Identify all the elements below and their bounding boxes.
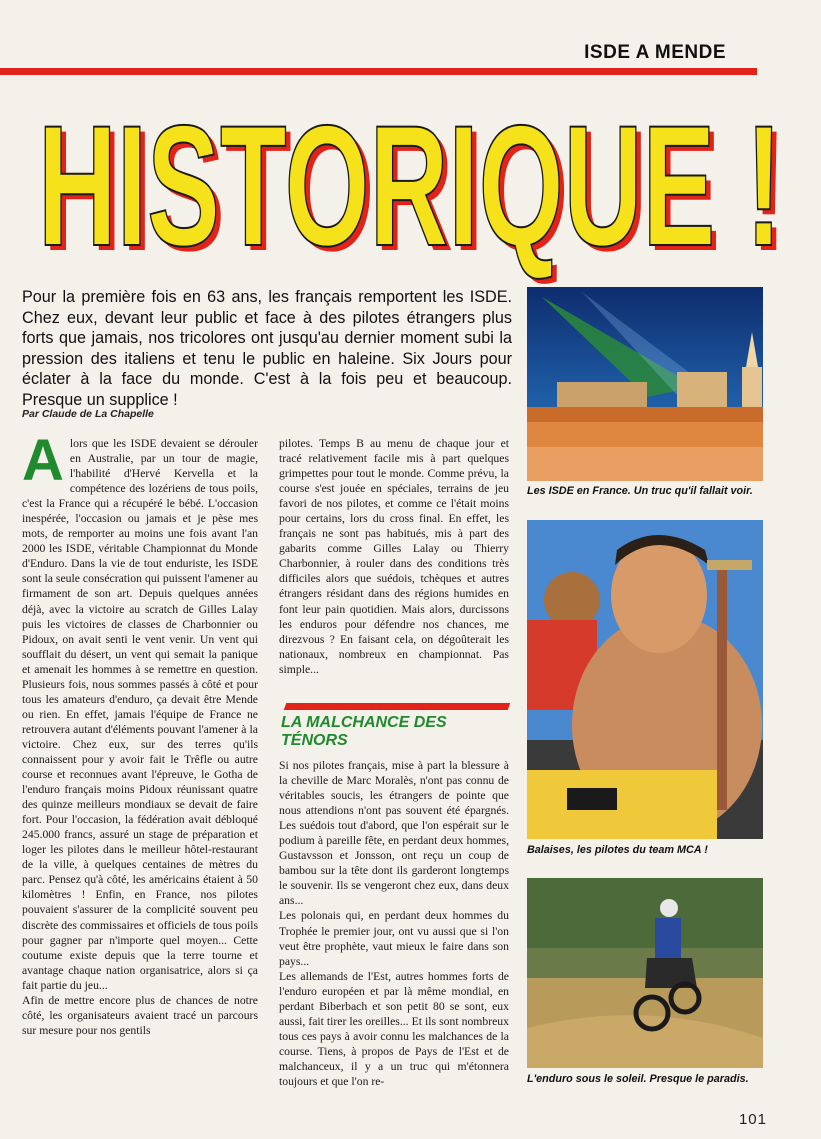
photo-enduro-rider bbox=[527, 878, 763, 1068]
section-title: ISDE A MENDE bbox=[584, 42, 726, 63]
paragraph bbox=[22, 428, 258, 993]
paragraph: Afin de mettre encore plus de chances de notre côté, les organisateurs avaient tracé un parcours sur mesure pour nos gentils bbox=[22, 993, 258, 1037]
subheading-bar bbox=[284, 703, 511, 710]
subheading-line-2: TÉNORS bbox=[281, 732, 348, 749]
photo-night-crowd bbox=[527, 287, 763, 481]
headline-text: HISTORIQUE ! bbox=[38, 95, 782, 282]
photo-rider-tap bbox=[527, 520, 763, 839]
subheading bbox=[279, 703, 511, 750]
paragraph: Les allemands de l'Est, autres hommes forts de l'enduro européen et par là même mondial, en perdant Biberbach et son petit 80 se sont, eux aussi, fait tirer les oreilles... Et ils sont nombreux tous ces pays à avoir connu les malchances de la course. Tiens, à propos de Pays de l'Est et de malchanceux, il y a un truc qui m'étonnera toujours et que l'on re- bbox=[279, 969, 509, 1088]
headline-shadow: HISTORIQUE ! bbox=[43, 95, 787, 285]
paragraph: Les polonais qui, en perdant deux hommes du Trophée le premier jour, ont vu aussi que si l'on veut être prophète, vaut mieux le faire dans son pays... bbox=[279, 909, 509, 968]
headline bbox=[0, 95, 821, 285]
paragraph: Si nos pilotes français, mise à part la blessure à la cheville de Marc Moralès, n'ont pas connu de véritables soucis, les étrangers de pointe que nous attendions n'ont pas souvent été épargnés. Les suédois tout d'abord, que l'on espérait sur le podium à pareille fête, en perdant deux hommes, Gustavsson et Jonsson, ont reçu un coup de bambou sur la tête dont ils garderont longtemps le souvenir. Ils se vengeront chez eux, dans deux ans... bbox=[279, 759, 509, 908]
column-2 bbox=[279, 436, 509, 677]
subheading-line-1: LA MALCHANCE DES bbox=[281, 714, 447, 731]
column-1 bbox=[22, 428, 258, 1038]
header-rule bbox=[0, 68, 757, 75]
caption-3: L'enduro sous le soleil. Presque le paradis. bbox=[527, 1073, 749, 1085]
page-number: 101 bbox=[738, 1111, 767, 1128]
caption-1: Les ISDE en France. Un truc qu'il fallait voir. bbox=[527, 485, 753, 497]
caption-2: Balaises, les pilotes du team MCA ! bbox=[527, 844, 708, 856]
paragraph-text: lors que les ISDE devaient se dérouler en Australie, par un tour de magie, l'habilité d'Hervé Kervella et la compétence des lozériens de tous poils, c'est la France qui a récupéré le bébé. L'occasion inespérée, l'occasion ou jamais et je pèse mes mots, de remporter au moins une fois avant l'an 2000 les ISDE, véritable Championnat du Monde d'Enduro. Dans la vie de tout enduriste, les ISDE sont la seule consécration qui puissent l'amener au firmament de son art. Depuis quelques années déjà, avec la victoire au scratch de Gilles Lalay puis les victoires de classes de Charbonnier ou Pidoux, on avait senti le vent venir. Un vent qui soufflait du désert, un vent qui semait la panique et amenait les hommes à se remettre en question. Plusieurs fois, nous sommes passés à côté et pour tous les amateurs d'enduro, ça devait être Mende ou rien. En effet, jamais l'équipe de France ne retrouvera autant d'éléments pouvant l'amener à la victoire. Chez eux, sur des terres qu'ils connaissent pour y avoir fait le Trêfle ou autre course et reconnues avant l'épreuve, le Gotha de l'enduro français moins Pidoux réunissant quatre des quinze meilleurs mondiaux se devait de faire fort. Pour l'occasion, la fédération avait débloqué 245.000 francs, assuré un stage de préparation et loger les pilotes dans le meilleur hôtel-restaurant de la ville, à quelques centaines de mètres du parc. Pensez qu'à côté, les américains étaient à 50 kilomètres ! Enfin, en France, nos pilotes pouvaient s'assurer de la complicité souvent peu discrète des commissaires et officiels de tous poils pour gagner par n'importe quel moyen... Cette coutume existe depuis que la terre tourne et avantage chaque nation organisatrice, alors si ça fait partie du jeu... bbox=[22, 437, 258, 992]
column-3 bbox=[279, 758, 509, 1089]
drop-cap: A bbox=[22, 428, 64, 493]
byline: Par Claude de La Chapelle bbox=[22, 408, 154, 420]
lead-paragraph: Pour la première fois en 63 ans, les français remportent les ISDE. Chez eux, devant leur public et face à des pilotes étrangers plus forts que jamais, nos tricolores ont jusqu'au dernier moment subi la pression des italiens et tenu le public en haleine. Six Jours pour éclater à la face du monde. C'est à la fois peu et beaucoup. Presque un supplice ! bbox=[22, 288, 512, 409]
paragraph: pilotes. Temps B au menu de chaque jour et tracé relativement facile mis à part quelques grimpettes pour tout le monde. Comme prévu, la course s'est jouée en spéciales, terrains de jeu favori de nos pilotes, et comme ce l'était moins pour certains, lors du cross final. En effet, les français ne sont pas habitués, mis à part des gabarits comme Gilles Lalay ou Thierry Charbonnier, à rouler dans des conditions très difficiles alors que suédois, tchèques et autres étrangers résidant dans des régions humides en font leur pain quotidien. Mais alors, durcissons les enduros pour défendre nos chances, me direzvous ? En faisant cela, on dégoûterait les nationaux, nombreux en championnat. Pas simple... bbox=[279, 437, 509, 676]
